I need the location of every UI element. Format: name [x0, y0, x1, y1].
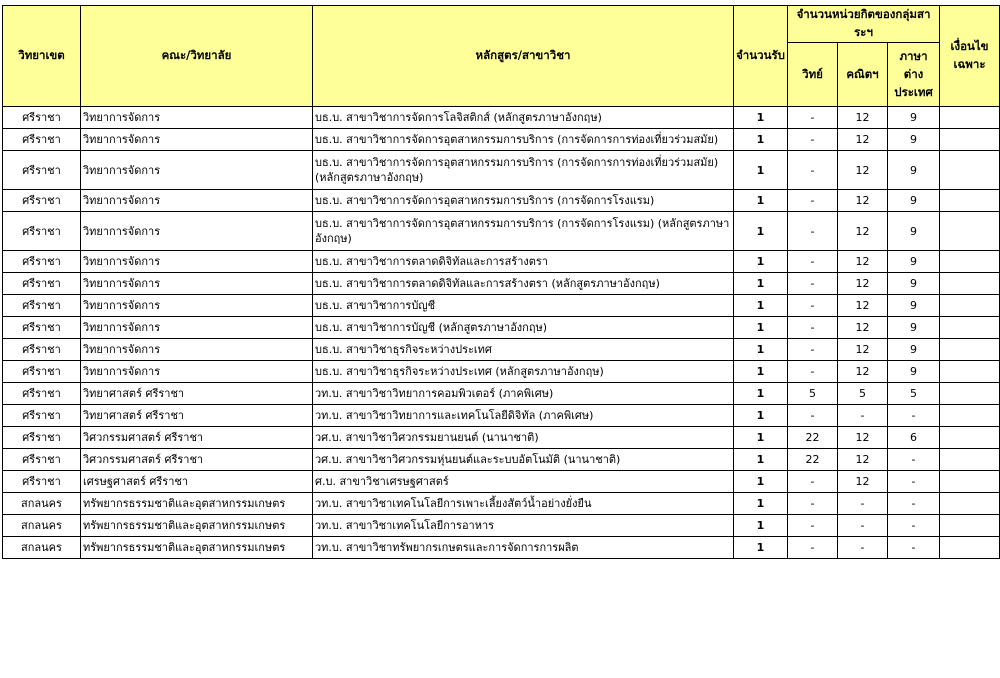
- cell-faculty: วิทยาการจัดการ: [81, 273, 313, 295]
- cell-sci: -: [788, 190, 838, 212]
- cell-faculty: ทรัพยากรธรรมชาติและอุตสาหกรรมเกษตร: [81, 493, 313, 515]
- cell-foreign: 5: [888, 383, 940, 405]
- cell-count: 1: [734, 295, 788, 317]
- cell-campus: ศรีราชา: [3, 361, 81, 383]
- cell-campus: ศรีราชา: [3, 471, 81, 493]
- cell-program: วท.บ. สาขาวิชาวิทยาการคอมพิวเตอร์ (ภาคพิเศษ): [313, 383, 734, 405]
- cell-faculty: วิทยาการจัดการ: [81, 317, 313, 339]
- cell-count: 1: [734, 251, 788, 273]
- cell-foreign: -: [888, 405, 940, 427]
- cell-condition: [940, 537, 1000, 559]
- cell-math: 12: [838, 339, 888, 361]
- cell-count: 1: [734, 361, 788, 383]
- cell-count: 1: [734, 212, 788, 251]
- cell-sci: -: [788, 405, 838, 427]
- cell-count: 1: [734, 405, 788, 427]
- cell-campus: สกลนคร: [3, 515, 81, 537]
- cell-faculty: วิทยาการจัดการ: [81, 251, 313, 273]
- cell-foreign: 9: [888, 151, 940, 190]
- header-condition: เงื่อนไขเฉพาะ: [940, 6, 1000, 107]
- cell-campus: ศรีราชา: [3, 251, 81, 273]
- cell-condition: [940, 405, 1000, 427]
- cell-sci: -: [788, 493, 838, 515]
- cell-program: วศ.บ. สาขาวิชาวิศวกรรมยานยนต์ (นานาชาติ): [313, 427, 734, 449]
- cell-program: บธ.บ. สาขาวิชาธุรกิจระหว่างประเทศ: [313, 339, 734, 361]
- cell-faculty: วิทยาการจัดการ: [81, 190, 313, 212]
- table-row: [3, 339, 1000, 361]
- cell-condition: [940, 251, 1000, 273]
- table-row: [3, 295, 1000, 317]
- cell-count: 1: [734, 427, 788, 449]
- table-row: [3, 493, 1000, 515]
- cell-foreign: -: [888, 515, 940, 537]
- cell-program: วศ.บ. สาขาวิชาวิศวกรรมหุ่นยนต์และระบบอัตโนมัติ (นานาชาติ): [313, 449, 734, 471]
- cell-program: บธ.บ. สาขาวิชาธุรกิจระหว่างประเทศ (หลักสูตรภาษาอังกฤษ): [313, 361, 734, 383]
- cell-campus: ศรีราชา: [3, 151, 81, 190]
- cell-math: 5: [838, 383, 888, 405]
- cell-sci: 22: [788, 449, 838, 471]
- cell-campus: ศรีราชา: [3, 405, 81, 427]
- cell-condition: [940, 317, 1000, 339]
- cell-condition: [940, 129, 1000, 151]
- table-row: [3, 361, 1000, 383]
- cell-campus: ศรีราชา: [3, 107, 81, 129]
- cell-program: บธ.บ. สาขาวิชาการตลาดดิจิทัลและการสร้างตรา (หลักสูตรภาษาอังกฤษ): [313, 273, 734, 295]
- cell-count: 1: [734, 339, 788, 361]
- table-row: [3, 537, 1000, 559]
- cell-faculty: วิทยาการจัดการ: [81, 212, 313, 251]
- table-row: [3, 449, 1000, 471]
- cell-sci: -: [788, 471, 838, 493]
- cell-faculty: วิทยาศาสตร์ ศรีราชา: [81, 405, 313, 427]
- table-row: [3, 427, 1000, 449]
- cell-math: 12: [838, 273, 888, 295]
- cell-math: -: [838, 537, 888, 559]
- cell-foreign: 6: [888, 427, 940, 449]
- table-row: [3, 405, 1000, 427]
- table-row: [3, 107, 1000, 129]
- cell-faculty: เศรษฐศาสตร์ ศรีราชา: [81, 471, 313, 493]
- cell-sci: -: [788, 151, 838, 190]
- cell-sci: 22: [788, 427, 838, 449]
- cell-condition: [940, 212, 1000, 251]
- cell-program: บธ.บ. สาขาวิชาการจัดการอุตสาหกรรมการบริการ (การจัดการการท่องเที่ยวร่วมสมัย) (หลักสูตรภาษาอังกฤษ): [313, 151, 734, 190]
- cell-condition: [940, 515, 1000, 537]
- cell-foreign: 9: [888, 273, 940, 295]
- cell-math: 12: [838, 295, 888, 317]
- cell-program: บธ.บ. สาขาวิชาการจัดการอุตสาหกรรมการบริการ (การจัดการโรงแรม) (หลักสูตรภาษาอังกฤษ): [313, 212, 734, 251]
- header-campus: วิทยาเขต: [3, 6, 81, 107]
- cell-condition: [940, 190, 1000, 212]
- table-row: [3, 129, 1000, 151]
- cell-foreign: 9: [888, 212, 940, 251]
- cell-count: 1: [734, 493, 788, 515]
- cell-sci: -: [788, 295, 838, 317]
- cell-faculty: วิทยาการจัดการ: [81, 151, 313, 190]
- cell-campus: ศรีราชา: [3, 129, 81, 151]
- cell-math: 12: [838, 107, 888, 129]
- cell-math: 12: [838, 317, 888, 339]
- cell-condition: [940, 295, 1000, 317]
- cell-sci: -: [788, 273, 838, 295]
- cell-count: 1: [734, 537, 788, 559]
- cell-sci: -: [788, 107, 838, 129]
- cell-campus: ศรีราชา: [3, 383, 81, 405]
- header-math: คณิตฯ: [838, 43, 888, 107]
- cell-count: 1: [734, 190, 788, 212]
- cell-foreign: 9: [888, 361, 940, 383]
- table-row: [3, 471, 1000, 493]
- cell-count: 1: [734, 515, 788, 537]
- cell-faculty: วิศวกรรมศาสตร์ ศรีราชา: [81, 427, 313, 449]
- cell-math: -: [838, 493, 888, 515]
- cell-sci: -: [788, 317, 838, 339]
- cell-faculty: วิทยาการจัดการ: [81, 129, 313, 151]
- cell-count: 1: [734, 471, 788, 493]
- cell-foreign: 9: [888, 317, 940, 339]
- cell-campus: ศรีราชา: [3, 449, 81, 471]
- cell-faculty: ทรัพยากรธรรมชาติและอุตสาหกรรมเกษตร: [81, 537, 313, 559]
- cell-foreign: 9: [888, 295, 940, 317]
- header-faculty: คณะ/วิทยาลัย: [81, 6, 313, 107]
- cell-count: 1: [734, 107, 788, 129]
- cell-foreign: 9: [888, 190, 940, 212]
- table-row: [3, 317, 1000, 339]
- cell-sci: -: [788, 129, 838, 151]
- cell-math: 12: [838, 427, 888, 449]
- header-group: จำนวนหน่วยกิตของกลุ่มสาระฯ: [788, 6, 940, 43]
- cell-campus: สกลนคร: [3, 537, 81, 559]
- cell-math: 12: [838, 449, 888, 471]
- table-row: [3, 251, 1000, 273]
- cell-faculty: วิทยาการจัดการ: [81, 295, 313, 317]
- cell-math: 12: [838, 251, 888, 273]
- cell-condition: [940, 493, 1000, 515]
- cell-condition: [940, 427, 1000, 449]
- cell-program: วท.บ. สาขาวิชาวิทยาการและเทคโนโลยีดิจิทัล (ภาคพิเศษ): [313, 405, 734, 427]
- cell-program: ศ.บ. สาขาวิชาเศรษฐศาสตร์: [313, 471, 734, 493]
- cell-faculty: วิทยาการจัดการ: [81, 339, 313, 361]
- cell-faculty: ทรัพยากรธรรมชาติและอุตสาหกรรมเกษตร: [81, 515, 313, 537]
- cell-sci: -: [788, 515, 838, 537]
- admission-table: [2, 5, 1000, 559]
- cell-math: 12: [838, 190, 888, 212]
- cell-program: บธ.บ. สาขาวิชาการบัญชี (หลักสูตรภาษาอังกฤษ): [313, 317, 734, 339]
- table-row: [3, 212, 1000, 251]
- cell-condition: [940, 383, 1000, 405]
- cell-sci: -: [788, 251, 838, 273]
- cell-count: 1: [734, 151, 788, 190]
- cell-count: 1: [734, 273, 788, 295]
- cell-condition: [940, 151, 1000, 190]
- cell-count: 1: [734, 129, 788, 151]
- cell-math: 12: [838, 212, 888, 251]
- cell-condition: [940, 339, 1000, 361]
- cell-condition: [940, 273, 1000, 295]
- cell-math: 12: [838, 129, 888, 151]
- cell-foreign: 9: [888, 339, 940, 361]
- table-body: [3, 107, 1000, 559]
- cell-campus: ศรีราชา: [3, 295, 81, 317]
- cell-condition: [940, 107, 1000, 129]
- cell-faculty: วิทยาการจัดการ: [81, 361, 313, 383]
- cell-foreign: -: [888, 493, 940, 515]
- cell-math: 12: [838, 471, 888, 493]
- cell-campus: ศรีราชา: [3, 212, 81, 251]
- cell-sci: -: [788, 339, 838, 361]
- cell-condition: [940, 361, 1000, 383]
- cell-sci: 5: [788, 383, 838, 405]
- cell-campus: ศรีราชา: [3, 273, 81, 295]
- cell-count: 1: [734, 383, 788, 405]
- header-foreign: ภาษาต่างประเทศ: [888, 43, 940, 107]
- cell-faculty: วิทยาการจัดการ: [81, 107, 313, 129]
- cell-foreign: -: [888, 449, 940, 471]
- cell-math: -: [838, 405, 888, 427]
- cell-faculty: วิศวกรรมศาสตร์ ศรีราชา: [81, 449, 313, 471]
- cell-foreign: 9: [888, 129, 940, 151]
- cell-math: -: [838, 515, 888, 537]
- cell-program: บธ.บ. สาขาวิชาการบัญชี: [313, 295, 734, 317]
- cell-sci: -: [788, 361, 838, 383]
- header-sci: วิทย์: [788, 43, 838, 107]
- cell-campus: สกลนคร: [3, 493, 81, 515]
- cell-condition: [940, 471, 1000, 493]
- cell-foreign: 9: [888, 107, 940, 129]
- table-row: [3, 383, 1000, 405]
- cell-foreign: -: [888, 537, 940, 559]
- cell-program: วท.บ. สาขาวิชาเทคโนโลยีการเพาะเลี้ยงสัตว์น้ำอย่างยั่งยืน: [313, 493, 734, 515]
- header-count: จำนวนรับ: [734, 6, 788, 107]
- cell-faculty: วิทยาศาสตร์ ศรีราชา: [81, 383, 313, 405]
- table-row: [3, 515, 1000, 537]
- table-row: [3, 190, 1000, 212]
- cell-program: บธ.บ. สาขาวิชาการจัดการโลจิสติกส์ (หลักสูตรภาษาอังกฤษ): [313, 107, 734, 129]
- header-program: หลักสูตร/สาขาวิชา: [313, 6, 734, 107]
- cell-campus: ศรีราชา: [3, 427, 81, 449]
- cell-sci: -: [788, 212, 838, 251]
- cell-count: 1: [734, 317, 788, 339]
- cell-program: วท.บ. สาขาวิชาเทคโนโลยีการอาหาร: [313, 515, 734, 537]
- cell-program: วท.บ. สาขาวิชาทรัพยากรเกษตรและการจัดการการผลิต: [313, 537, 734, 559]
- cell-sci: -: [788, 537, 838, 559]
- table-row: [3, 273, 1000, 295]
- cell-condition: [940, 449, 1000, 471]
- cell-foreign: 9: [888, 251, 940, 273]
- cell-program: บธ.บ. สาขาวิชาการจัดการอุตสาหกรรมการบริการ (การจัดการการท่องเที่ยวร่วมสมัย): [313, 129, 734, 151]
- cell-program: บธ.บ. สาขาวิชาการตลาดดิจิทัลและการสร้างตรา: [313, 251, 734, 273]
- cell-math: 12: [838, 361, 888, 383]
- cell-math: 12: [838, 151, 888, 190]
- cell-campus: ศรีราชา: [3, 339, 81, 361]
- table-row: [3, 151, 1000, 190]
- cell-campus: ศรีราชา: [3, 317, 81, 339]
- cell-foreign: -: [888, 471, 940, 493]
- cell-count: 1: [734, 449, 788, 471]
- cell-campus: ศรีราชา: [3, 190, 81, 212]
- cell-program: บธ.บ. สาขาวิชาการจัดการอุตสาหกรรมการบริการ (การจัดการโรงแรม): [313, 190, 734, 212]
